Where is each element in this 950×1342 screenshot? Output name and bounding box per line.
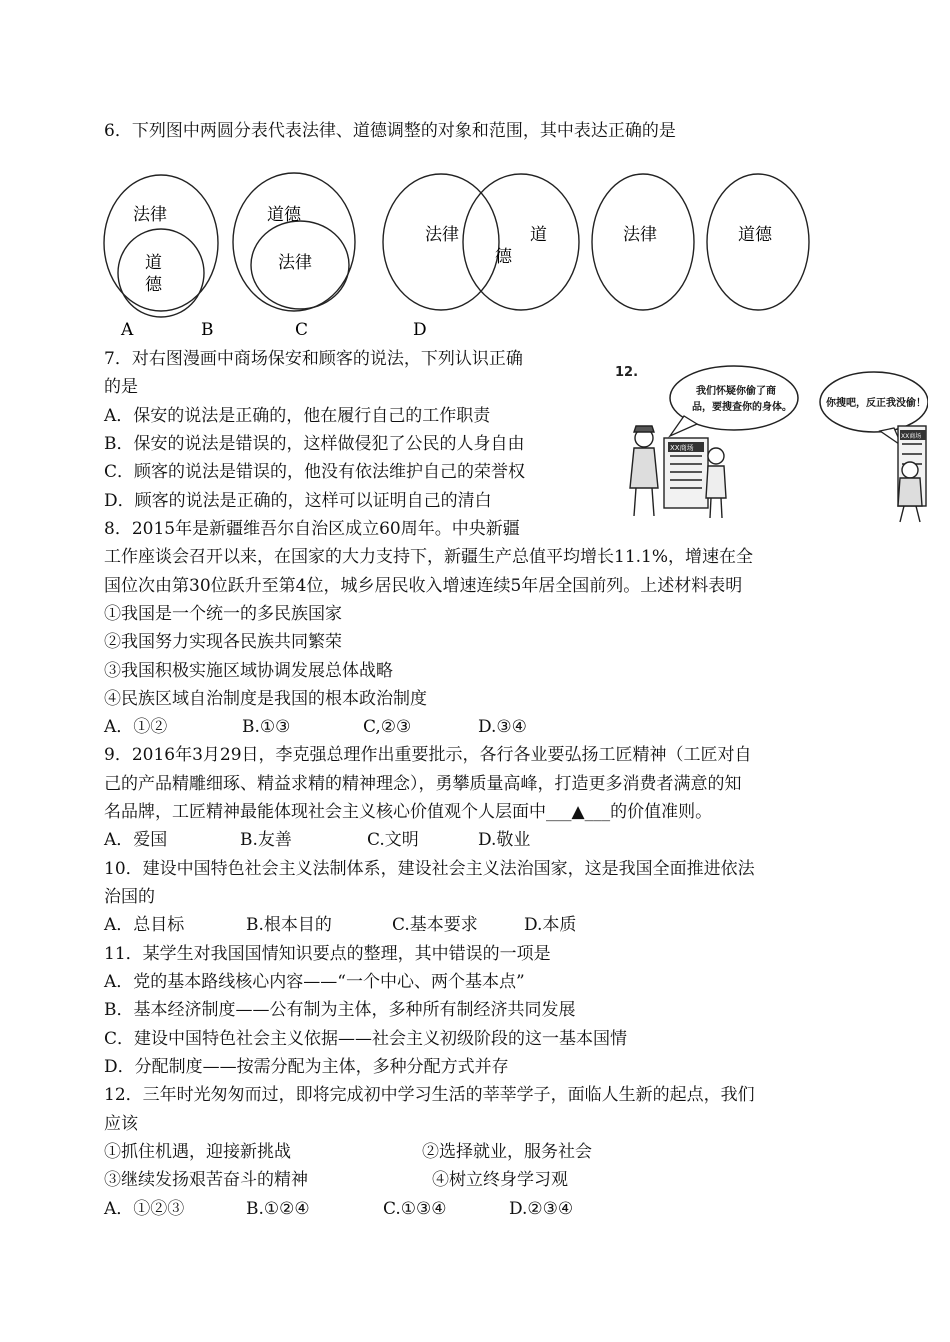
diagram-a-outer-label: 法律 <box>133 205 167 225</box>
q12-option-c: C.①③④ <box>383 1199 447 1219</box>
q10-line-2: 治国的 <box>104 887 155 907</box>
q9-line-2: 己的产品精雕细琢、精益求精的精神理念），勇攀质量高峰，打造更多消费者满意的知 <box>104 774 742 794</box>
cartoon-bubble-right-text: 你搜吧，反正我没偷！ <box>826 398 926 409</box>
diagram-a-inner-label-2: 德 <box>145 275 162 295</box>
q11-option-c: C．建设中国特色社会主义依据——社会主义初级阶段的这一基本国情 <box>104 1029 628 1049</box>
q8-option-d: D.③④ <box>478 717 527 737</box>
q7-stem-line-1: 7．对右图漫画中商场保安和顾客的说法，下列认识正确 <box>104 349 523 369</box>
cartoon-left-figures <box>630 426 726 518</box>
q9-option-b: B.友善 <box>240 830 292 850</box>
diagram-a-inner-label-1: 道 <box>145 253 162 273</box>
q7-stem-line-2: 的是 <box>104 377 138 397</box>
q12-line-1: 12．三年时光匆匆而过，即将完成初中学习生活的莘莘学子，面临人生新的起点，我们 <box>104 1085 755 1105</box>
q11-stem: 11．某学生对我国国情知识要点的整理，其中错误的一项是 <box>104 944 551 964</box>
q8-option-c: C,②③ <box>363 717 412 737</box>
q9-option-a: A．爱国 <box>104 830 168 850</box>
q8-option-b: B.①③ <box>242 717 291 737</box>
diagram-d-right-label: 道德 <box>738 225 772 245</box>
q8-item-2: ②我国努力实现各民族共同繁荣 <box>104 632 342 652</box>
diagram-b-outer-label: 道德 <box>267 205 301 225</box>
diagram-b-outer-circle <box>233 173 355 311</box>
q12-option-d: D.②③④ <box>509 1199 574 1219</box>
q8-item-3: ③我国积极实施区域协调发展总体战略 <box>104 661 393 681</box>
q8-item-4: ④民族区域自治制度是我国的根本政治制度 <box>104 689 427 709</box>
cartoon-bubble-left-line-2: 品，要搜查你的身体。 <box>692 402 792 413</box>
diagram-c <box>383 174 579 310</box>
diagram-c-right-label-1: 道 <box>530 225 547 245</box>
cartoon-right-figures <box>898 426 926 522</box>
q11-option-b: B．基本经济制度——公有制为主体，多种所有制经济共同发展 <box>104 1000 576 1020</box>
q12-item-2: ②选择就业，服务社会 <box>422 1142 592 1162</box>
cartoon-store-sign-right: XX商场 <box>901 433 922 440</box>
q8-line-2: 工作座谈会召开以来，在国家的大力支持下，新疆生产总值平均增长11.1%，增速在全 <box>104 547 754 567</box>
q9-line-1: 9．2016年3月29日，李克强总理作出重要批示，各行各业要弘扬工匠精神（工匠对自 <box>104 745 752 765</box>
diagram-b-inner-label: 法律 <box>278 253 312 273</box>
q6-stem: 6．下列图中两圆分表代表法律、道德调整的对象和范围，其中表达正确的是 <box>104 121 676 141</box>
q7-option-a: A．保安的说法是正确的，他在履行自己的工作职责 <box>104 406 491 426</box>
diagram-label-c: C <box>295 320 309 340</box>
diagram-c-right-label-2: 德 <box>495 247 512 267</box>
q9-option-c: C.文明 <box>367 830 419 850</box>
diagram-a-inner-circle <box>118 229 204 317</box>
q7-option-c: C．顾客的说法是错误的，他没有依法维护自己的荣誉权 <box>104 462 526 482</box>
q9-option-d: D.敬业 <box>478 830 531 850</box>
q10-option-b: B.根本目的 <box>246 915 332 935</box>
diagram-d <box>592 174 809 310</box>
diagram-d-left-label: 法律 <box>623 225 657 245</box>
q8-item-1: ①我国是一个统一的多民族国家 <box>104 604 342 624</box>
q12-option-b: B.①②④ <box>246 1199 310 1219</box>
diagram-label-d: D <box>413 320 427 340</box>
q9-line-3: 名品牌，工匠精神最能体现社会主义核心价值观个人层面中___▲___的价值准则。 <box>104 802 713 822</box>
q7-option-d: D．顾客的说法是正确的，这样可以证明自己的清白 <box>104 491 492 511</box>
q10-line-1: 10．建设中国特色社会主义法制体系，建设社会主义法治国家，这是我国全面推进依法 <box>104 859 755 879</box>
q7-cartoon <box>612 358 928 526</box>
diagram-c-left-label: 法律 <box>425 225 459 245</box>
q10-option-a: A．总目标 <box>104 915 185 935</box>
q10-option-d: D.本质 <box>524 915 577 935</box>
diagram-label-b: B <box>201 320 214 340</box>
q8-option-a: A．①② <box>104 717 168 737</box>
cartoon-store-sign-left: XX商场 <box>670 444 694 452</box>
q12-line-2: 应该 <box>104 1114 138 1134</box>
q12-item-4: ④树立终身学习观 <box>432 1170 568 1190</box>
q12-item-3: ③继续发扬艰苦奋斗的精神 <box>104 1170 308 1190</box>
diagram-c-right-circle <box>463 174 579 310</box>
cartoon-number: 12. <box>615 365 639 380</box>
q8-line-3: 国位次由第30位跃升至第4位，城乡居民收入增速连续5年居全国前列。上述材料表明 <box>104 576 743 596</box>
cartoon-bubble-left-line-1: 我们怀疑你偷了商 <box>696 386 776 397</box>
diagram-label-a: A <box>121 320 134 340</box>
q11-option-a: A．党的基本路线核心内容——“一个中心、两个基本点” <box>104 972 525 992</box>
q12-option-a: A．①②③ <box>104 1199 185 1219</box>
q11-option-d: D．分配制度——按需分配为主体，多种分配方式并存 <box>104 1057 509 1077</box>
q6-diagrams <box>0 168 950 343</box>
q12-item-1: ①抓住机遇，迎接新挑战 <box>104 1142 291 1162</box>
diagram-a <box>104 175 218 317</box>
q7-option-b: B．保安的说法是错误的，这样做侵犯了公民的人身自由 <box>104 434 525 454</box>
diagram-b <box>233 173 355 311</box>
q10-option-c: C.基本要求 <box>392 915 478 935</box>
q8-line-1: 8．2015年是新疆维吾尔自治区成立60周年。中央新疆 <box>104 519 520 539</box>
